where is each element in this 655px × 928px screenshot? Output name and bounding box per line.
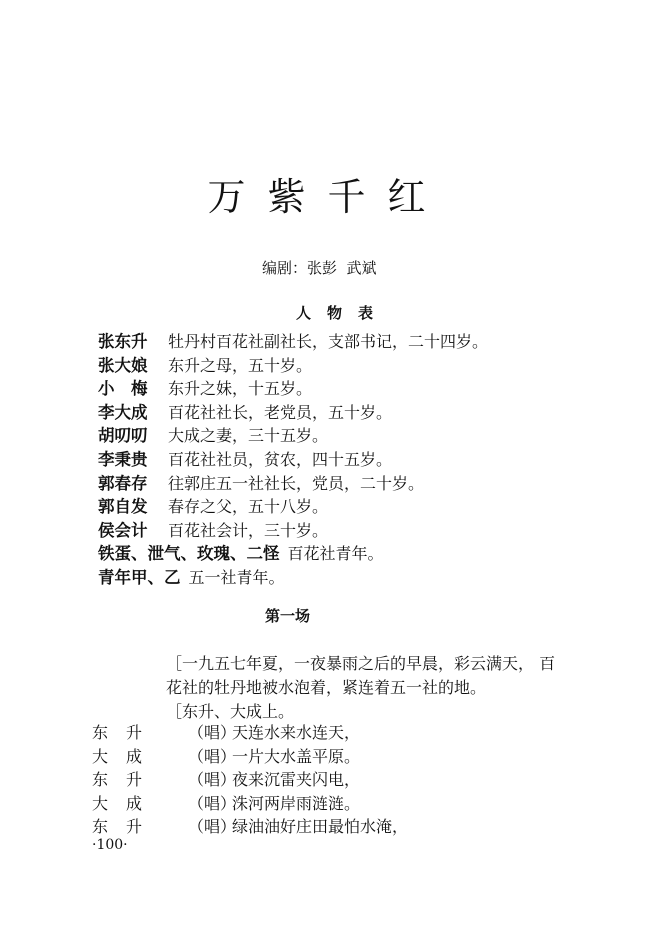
dialogue-line: [92, 792, 612, 816]
cast-desc: 东升之妹，十五岁。: [168, 379, 313, 399]
cast-desc: 东升之母，五十岁。: [168, 355, 313, 375]
line-text: 夜来沉雷夹闪电，: [232, 770, 361, 790]
cast-row: [98, 354, 638, 378]
dialogue-line: [92, 745, 612, 769]
cast-row: [98, 472, 638, 496]
cast-row: [98, 566, 638, 590]
cast-row: [98, 424, 638, 448]
cast-name: 李秉贵: [98, 449, 148, 469]
stage-direction-line: 花社的牡丹地被水泡着，紧连着五一社的地。: [166, 678, 487, 697]
cast-desc: 牡丹村百花社副社长，支部书记，二十四岁。: [168, 332, 489, 351]
speaker: 大成: [92, 793, 161, 813]
delivery-mode: （唱）: [188, 793, 237, 813]
cast-name: 郭春存: [98, 473, 148, 493]
cast-name: 侯会计: [98, 520, 148, 540]
cast-name: 胡叨叨: [98, 426, 148, 446]
cast-row: [98, 377, 638, 401]
cast-desc: 百花社会计，三十岁。: [168, 520, 329, 540]
stage-direction-line: ［东升、大成上。: [166, 702, 295, 721]
cast-heading: 人物表: [296, 304, 390, 322]
stage-direction-line: ［一九五七年夏，一夜暴雨之后的早晨，彩云满天， 百: [166, 654, 556, 673]
delivery-mode: （唱）: [188, 770, 237, 790]
stage-direction: [166, 652, 606, 724]
speaker: 东升: [92, 817, 161, 837]
cast-desc: 五一社青年。: [188, 567, 285, 587]
cast-desc: 百花社社员，贫农，四十五岁。: [168, 449, 393, 469]
cast-name: 张大娘: [98, 355, 148, 375]
line-text: 天连水来水连天，: [232, 723, 361, 742]
speaker: 大成: [92, 746, 161, 766]
dialogue-line: [92, 815, 612, 839]
line-text: 绿油油好庄田最怕水淹，: [232, 817, 409, 837]
cast-row: [98, 495, 638, 519]
cast-desc: 百花社青年。: [287, 544, 384, 564]
cast-name: 郭自发: [98, 497, 148, 517]
cast-name: 李大成: [98, 402, 148, 422]
speaker: 东升: [92, 770, 161, 790]
line-text: 一片大水盖平原。: [232, 746, 361, 766]
cast-list: [98, 330, 638, 590]
dialogue-block: [92, 721, 612, 839]
cast-desc: 往郭庄五一社社长，党员，二十岁。: [168, 473, 425, 493]
page-number: ·100·: [92, 837, 128, 853]
cast-desc: 大成之妻，三十五岁。: [168, 426, 329, 446]
cast-row: [98, 401, 638, 425]
cast-row: [98, 448, 638, 472]
cast-name: 小 梅: [98, 379, 148, 399]
scene-heading: 第一场: [265, 607, 311, 625]
credits: 编剧：张彭 武斌: [262, 259, 377, 277]
cast-name: 铁蛋、泄气、玫瑰、二怪: [98, 544, 280, 564]
dialogue-line: [92, 721, 612, 745]
cast-desc: 春存之父，五十八岁。: [168, 497, 329, 517]
delivery-mode: （唱）: [188, 723, 237, 742]
delivery-mode: （唱）: [188, 746, 237, 766]
cast-name: 青年甲、乙: [98, 567, 181, 587]
line-text: 洙河两岸雨涟涟。: [232, 793, 361, 813]
cast-name: 张东升: [98, 332, 148, 351]
play-title: 万紫千红: [207, 175, 448, 219]
delivery-mode: （唱）: [188, 817, 237, 837]
cast-row: [98, 330, 638, 354]
cast-desc: 百花社社长，老党员，五十岁。: [168, 402, 393, 422]
speaker: 东升: [92, 723, 161, 742]
dialogue-line: [92, 768, 612, 792]
cast-row: [98, 519, 638, 543]
cast-row: [98, 542, 638, 566]
